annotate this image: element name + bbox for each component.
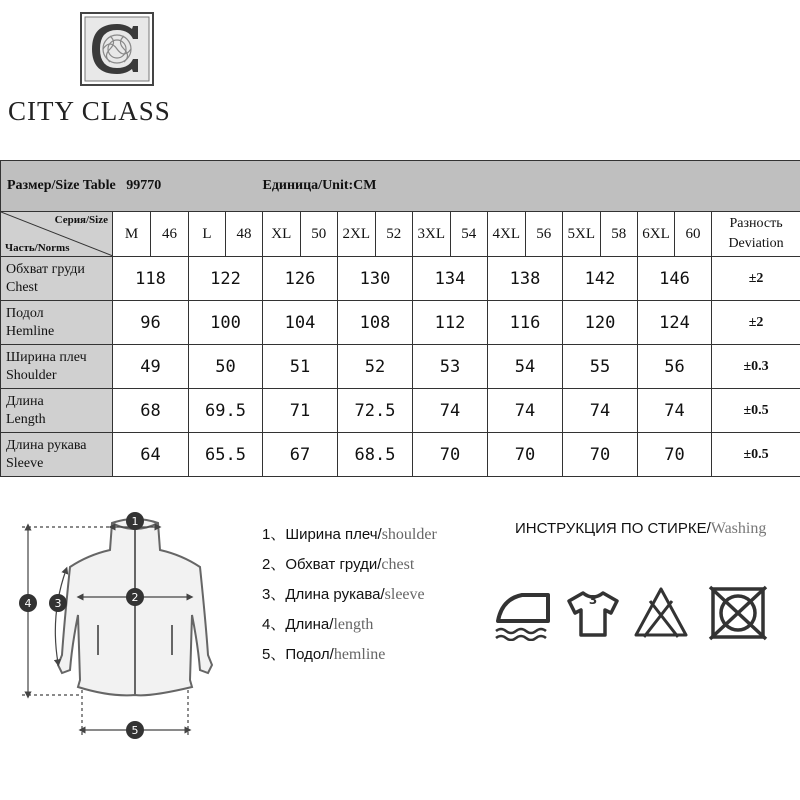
washing-title: ИНСТРУКЦИЯ ПО СТИРКЕ/Washing xyxy=(515,520,767,537)
hand-wash-tshirt-icon xyxy=(565,585,621,641)
table-cell: 130 xyxy=(338,257,413,301)
size-header-4xl: 4XL 56 xyxy=(488,212,563,257)
size-header-m: M 46 xyxy=(113,212,189,257)
brand-name: CITY CLASS xyxy=(8,96,171,126)
table-title: Размер/Size Table 99770 xyxy=(7,178,162,193)
table-cell: 146 xyxy=(638,257,712,301)
table-cell: 74 xyxy=(638,389,712,433)
table-cell: 74 xyxy=(563,389,638,433)
marker-3: 3 xyxy=(54,597,62,610)
row-label: Длина рукава Sleeve xyxy=(1,433,113,477)
marker-1: 1 xyxy=(131,515,139,528)
table-cell: 56 xyxy=(638,345,712,389)
table-row-shoulder xyxy=(1,345,800,389)
table-row-length xyxy=(1,389,800,433)
table-cell: 104 xyxy=(263,301,338,345)
deviation-cell: ±0.5 xyxy=(712,389,800,433)
corner-size-label: Серия/Size xyxy=(54,214,108,226)
row-label: Ширина плеч Shoulder xyxy=(1,345,113,389)
jacket-measurement-diagram-icon xyxy=(0,505,230,795)
table-cell: 124 xyxy=(638,301,712,345)
size-header-xl: XL 50 xyxy=(263,212,338,257)
table-cell: 68 xyxy=(113,389,189,433)
table-row-chest xyxy=(1,257,800,301)
legend-item-length: 4、Длина/length xyxy=(262,616,374,633)
table-cell: 70 xyxy=(638,433,712,477)
table-row-hemline xyxy=(1,301,800,345)
table-cell: 122 xyxy=(189,257,263,301)
table-cell: 69.5 xyxy=(189,389,263,433)
table-unit: Единица/Unit:CM xyxy=(262,178,377,193)
row-label: Длина Length xyxy=(1,389,113,433)
table-cell: 70 xyxy=(488,433,563,477)
c-monogram-logo-icon xyxy=(80,12,154,86)
table-cell: 120 xyxy=(563,301,638,345)
size-header-6xl: 6XL 60 xyxy=(638,212,712,257)
table-cell: 96 xyxy=(113,301,189,345)
corner-norms-label: Часть/Norms xyxy=(5,242,70,254)
size-header-l: L 48 xyxy=(189,212,263,257)
table-cell: 51 xyxy=(263,345,338,389)
table-cell: 100 xyxy=(189,301,263,345)
table-cell: 74 xyxy=(488,389,563,433)
table-cell: 118 xyxy=(113,257,189,301)
corner-header-cell xyxy=(1,212,113,257)
size-table xyxy=(0,160,800,477)
iron-steam-icon xyxy=(492,585,554,641)
row-label: Подол Hemline xyxy=(1,301,113,345)
table-cell: 52 xyxy=(338,345,413,389)
legend-item-sleeve: 3、Длина рукава/sleeve xyxy=(262,586,425,603)
size-header-5xl: 5XL 58 xyxy=(563,212,638,257)
table-cell: 67 xyxy=(263,433,338,477)
table-cell: 68.5 xyxy=(338,433,413,477)
size-header-2xl: 2XL 52 xyxy=(338,212,413,257)
marker-4: 4 xyxy=(24,597,32,610)
legend-item-chest: 2、Обхват груди/chest xyxy=(262,556,415,573)
table-cell: 55 xyxy=(563,345,638,389)
table-cell: 53 xyxy=(413,345,488,389)
measurement-legend xyxy=(262,520,437,670)
deviation-cell: ±2 xyxy=(712,301,800,345)
no-bleach-icon xyxy=(633,585,689,641)
marker-5: 5 xyxy=(131,724,139,737)
table-cell: 126 xyxy=(263,257,338,301)
tshirt-icon-label: 3 xyxy=(588,593,598,607)
table-cell: 50 xyxy=(189,345,263,389)
table-cell: 64 xyxy=(113,433,189,477)
table-cell: 70 xyxy=(413,433,488,477)
row-label: Обхват груди Chest xyxy=(1,257,113,301)
table-cell: 65.5 xyxy=(189,433,263,477)
table-cell: 116 xyxy=(488,301,563,345)
table-header-row xyxy=(1,212,800,257)
deviation-cell: ±2 xyxy=(712,257,800,301)
table-cell: 72.5 xyxy=(338,389,413,433)
deviation-cell: ±0.3 xyxy=(712,345,800,389)
marker-2: 2 xyxy=(131,591,139,604)
brand-logo xyxy=(80,12,154,86)
table-title-row xyxy=(1,161,800,212)
table-cell: 142 xyxy=(563,257,638,301)
deviation-cell: ±0.5 xyxy=(712,433,800,477)
size-header-3xl: 3XL 54 xyxy=(413,212,488,257)
legend-item-shoulder: 1、Ширина плеч/shoulder xyxy=(262,526,437,543)
table-cell: 70 xyxy=(563,433,638,477)
table-cell: 112 xyxy=(413,301,488,345)
table-cell: 54 xyxy=(488,345,563,389)
deviation-header: Разность Deviation xyxy=(712,212,800,257)
table-row-sleeve xyxy=(1,433,800,477)
table-cell: 138 xyxy=(488,257,563,301)
table-cell: 49 xyxy=(113,345,189,389)
table-cell: 134 xyxy=(413,257,488,301)
table-cell: 71 xyxy=(263,389,338,433)
legend-item-hemline: 5、Подол/hemline xyxy=(262,646,386,663)
table-cell: 108 xyxy=(338,301,413,345)
no-tumble-dry-icon xyxy=(706,585,770,641)
table-cell: 74 xyxy=(413,389,488,433)
